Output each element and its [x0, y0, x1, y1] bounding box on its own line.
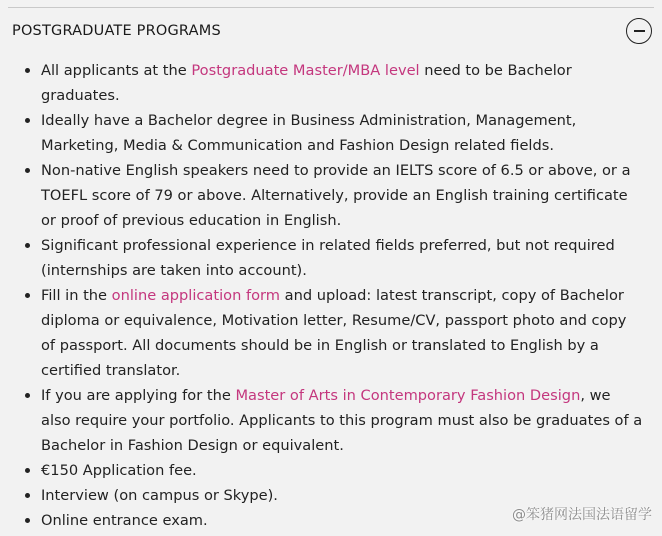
list-item [23, 383, 643, 458]
contemporary-fashion-design-link[interactable]: Master of Arts in Contemporary Fashion Design [235, 387, 581, 404]
item-text: Significant professional experience in related fields preferred, but not required (internships are taken into account). [41, 237, 615, 279]
list-item [23, 283, 643, 383]
item-text: Non-native English speakers need to provide an IELTS score of 6.5 or above, or a TOEFL score of 79 or above. Alternatively, provide an English training certificate or proof of previous education in English. [41, 162, 631, 229]
postgraduate-master-mba-link[interactable]: Postgraduate Master/MBA level [191, 62, 420, 79]
item-text-before: All applicants at the [41, 62, 192, 79]
item-text: Online entrance exam. [41, 512, 208, 529]
item-text-after: need to be Bachelor graduates. [41, 62, 572, 104]
item-text-before: If you are applying for the [41, 387, 236, 404]
item-text-after: and upload: latest transcript, copy of Bachelor diploma or equivalence, Motivation letter, Resume/CV, passport photo and copy of passport. All documents should be in English or translated to English by a certified translator. [41, 287, 627, 379]
section-top-divider [8, 7, 654, 8]
item-text-after: , we also require your portfolio. Applicants to this program must also be graduates of a Bachelor in Fashion Design or equivalent. [41, 387, 643, 454]
list-item [23, 58, 643, 108]
section-title: POSTGRADUATE PROGRAMS [12, 23, 221, 39]
online-application-form-link[interactable]: online application form [111, 287, 280, 304]
minus-bar [634, 30, 645, 32]
item-text: €150 Application fee. [41, 462, 197, 479]
list-item [23, 158, 643, 233]
list-item [23, 108, 643, 158]
item-text: Ideally have a Bachelor degree in Business Administration, Management, Marketing, Media & Communication and Fashion Design related fields. [41, 112, 577, 154]
minus-circle-icon[interactable] [626, 18, 652, 44]
list-item [23, 458, 643, 483]
item-text-before: Fill in the [41, 287, 112, 304]
list-item [23, 233, 643, 283]
accordion-header[interactable] [12, 16, 656, 50]
item-text: Interview (on campus or Skype). [41, 487, 278, 504]
watermark: @笨猪网法国法语留学 [512, 507, 652, 523]
requirements-list [23, 58, 643, 533]
